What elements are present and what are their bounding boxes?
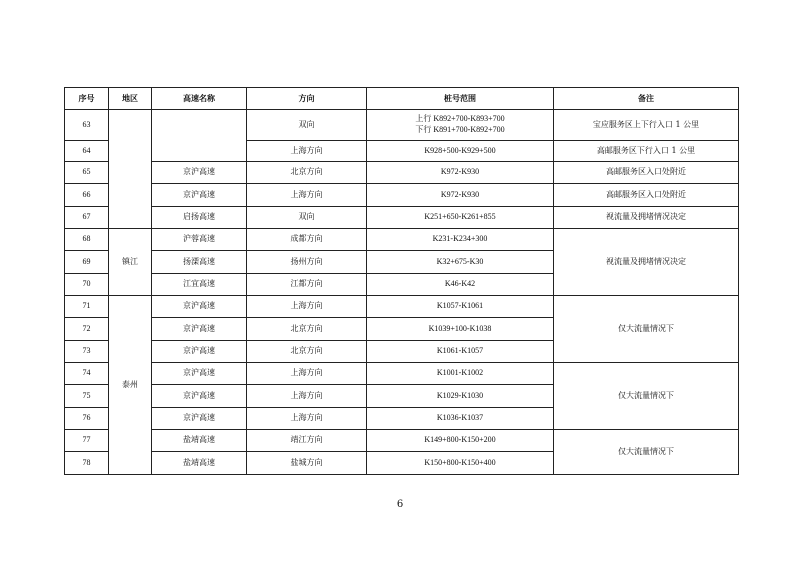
- row-number: 72: [65, 318, 109, 341]
- remark-cell: 仅大流量情况下: [554, 430, 739, 475]
- range-cell: K1001-K1002: [367, 363, 554, 385]
- row-number: 75: [65, 385, 109, 408]
- page-number: 6: [396, 499, 404, 510]
- table-row: [65, 430, 739, 452]
- direction-cell: 盐城方向: [247, 452, 367, 475]
- range-cell: K928+500-K929+500: [367, 141, 554, 162]
- direction-cell: 北京方向: [247, 162, 367, 184]
- row-number: 65: [65, 162, 109, 184]
- range-cell: K1057-K1061: [367, 296, 554, 318]
- highway-cell: [152, 110, 247, 162]
- direction-cell: 北京方向: [247, 318, 367, 341]
- range-cell: K32+675-K30: [367, 251, 554, 274]
- direction-cell: 上海方向: [247, 385, 367, 408]
- header-row: [65, 88, 739, 110]
- row-number: 74: [65, 363, 109, 385]
- direction-cell: 上海方向: [247, 363, 367, 385]
- header-seq: 序号: [65, 88, 109, 110]
- table-row: [65, 229, 739, 251]
- highway-cell: 江宜高速: [152, 274, 247, 296]
- range-cell: [367, 110, 554, 141]
- table-row: [65, 162, 739, 184]
- highway-cell: 京沪高速: [152, 296, 247, 318]
- range-cell: K251+650-K261+855: [367, 207, 554, 229]
- direction-cell: 双向: [247, 207, 367, 229]
- direction-cell: 上海方向: [247, 141, 367, 162]
- range-cell: K149+800-K150+200: [367, 430, 554, 452]
- range-cell: K1036-K1037: [367, 408, 554, 430]
- range-line: 上行 K892+700-K893+700: [415, 114, 505, 124]
- row-number: 78: [65, 452, 109, 475]
- highway-table: [64, 87, 739, 475]
- direction-cell: 江都方向: [247, 274, 367, 296]
- header-direction: 方向: [247, 88, 367, 110]
- row-number: 64: [65, 141, 109, 162]
- highway-cell: 扬溧高速: [152, 251, 247, 274]
- row-number: 67: [65, 207, 109, 229]
- remark-cell: 仅大流量情况下: [554, 363, 739, 430]
- row-number: 69: [65, 251, 109, 274]
- row-number: 70: [65, 274, 109, 296]
- header-area: 地区: [109, 88, 152, 110]
- range-cell: K972-K930: [367, 184, 554, 207]
- range-cell: K231-K234+300: [367, 229, 554, 251]
- direction-cell: 上海方向: [247, 296, 367, 318]
- remark-cell: 高邮服务区入口处附近: [554, 162, 739, 184]
- range-line: 下行 K891+700-K892+700: [415, 125, 505, 134]
- highway-cell: 沪蓉高速: [152, 229, 247, 251]
- direction-cell: 靖江方向: [247, 430, 367, 452]
- highway-cell: 京沪高速: [152, 184, 247, 207]
- highway-cell: 盐靖高速: [152, 430, 247, 452]
- table-row: [65, 296, 739, 318]
- range-cell: K1039+100-K1038: [367, 318, 554, 341]
- row-number: 76: [65, 408, 109, 430]
- row-number: 71: [65, 296, 109, 318]
- range-cell: K150+800-K150+400: [367, 452, 554, 475]
- highway-cell: 启扬高速: [152, 207, 247, 229]
- direction-cell: 上海方向: [247, 184, 367, 207]
- area-cell: [109, 110, 152, 229]
- row-number: 77: [65, 430, 109, 452]
- area-zhenjiang: 镇江: [109, 229, 152, 296]
- table-row: [65, 184, 739, 207]
- range-cell: K46-K42: [367, 274, 554, 296]
- remark-cell: 高邮服务区入口处附近: [554, 184, 739, 207]
- header-highway: 高速名称: [152, 88, 247, 110]
- direction-cell: 双向: [247, 110, 367, 141]
- highway-cell: 盐靖高速: [152, 452, 247, 475]
- remark-cell: 仅大流量情况下: [554, 296, 739, 363]
- direction-cell: 扬州方向: [247, 251, 367, 274]
- direction-cell: 北京方向: [247, 341, 367, 363]
- table-row: [65, 110, 739, 141]
- range-cell: K972-K930: [367, 162, 554, 184]
- row-number: 73: [65, 341, 109, 363]
- row-number: 68: [65, 229, 109, 251]
- direction-cell: 成都方向: [247, 229, 367, 251]
- header-range: 桩号范围: [367, 88, 554, 110]
- range-cell: K1061-K1057: [367, 341, 554, 363]
- highway-cell: 京沪高速: [152, 385, 247, 408]
- remark-cell: 视流量及拥堵情况决定: [554, 207, 739, 229]
- remark-cell: 宝应服务区上下行入口 1 公里: [554, 110, 739, 141]
- table-row: [65, 363, 739, 385]
- area-taizhou: 泰州: [109, 296, 152, 475]
- highway-cell: 京沪高速: [152, 341, 247, 363]
- remark-cell: 高邮服务区下行入口 1 公里: [554, 141, 739, 162]
- row-number: 66: [65, 184, 109, 207]
- highway-cell: 京沪高速: [152, 162, 247, 184]
- row-number: 63: [65, 110, 109, 141]
- header-remark: 备注: [554, 88, 739, 110]
- range-cell: K1029-K1030: [367, 385, 554, 408]
- remark-cell: 视流量及拥堵情况决定: [554, 229, 739, 296]
- highway-cell: 京沪高速: [152, 408, 247, 430]
- highway-cell: 京沪高速: [152, 363, 247, 385]
- highway-cell: 京沪高速: [152, 318, 247, 341]
- table-row: [65, 207, 739, 229]
- direction-cell: 上海方向: [247, 408, 367, 430]
